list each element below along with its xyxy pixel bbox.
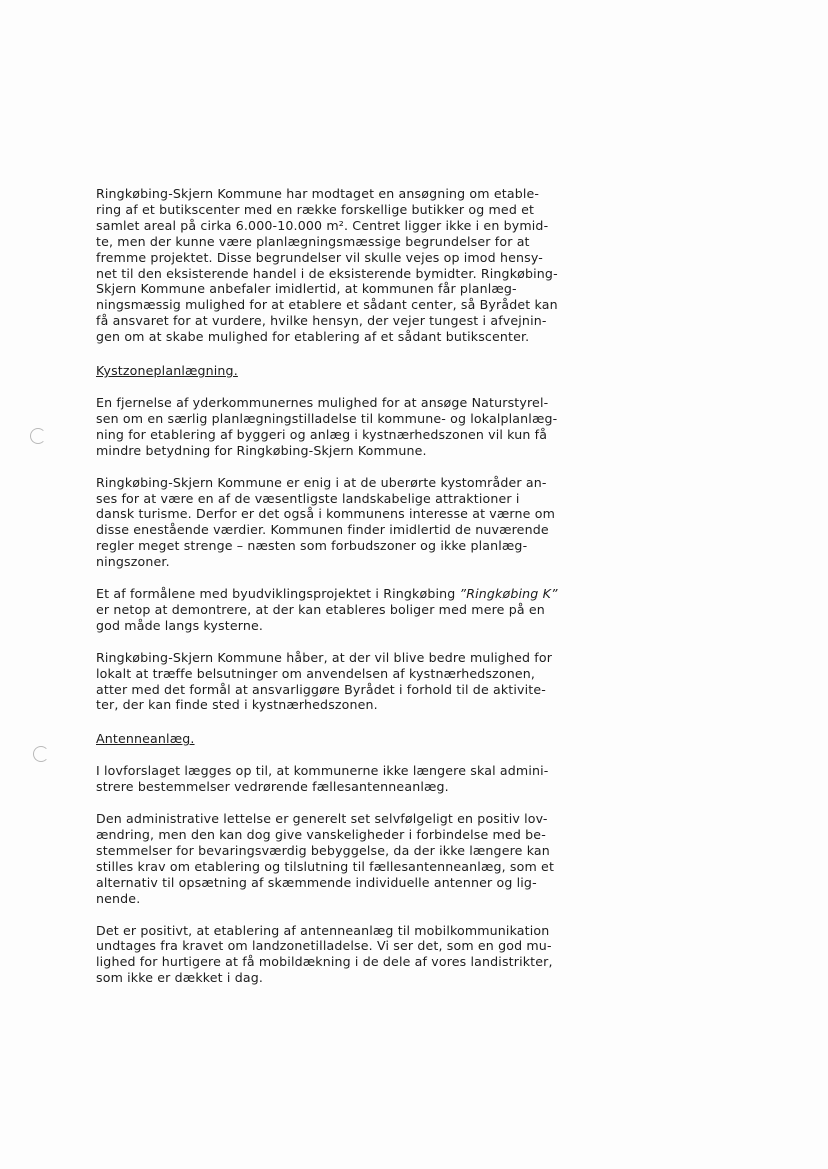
paragraph: Den administrative lettelse er generelt set selvfølgeligt en positiv lov- ændring, men den kan dog give vanskeligheder i forbindelse med be- stemmelser for bevaringsværdig bebyggelse, da der ikke længere kan stilles krav om etablering og tilslutning til fællesantenneanlæg, som et alternativ til opsætning af skæmmende individuelle antenner og lig- nende. — [96, 811, 555, 906]
paragraph: Det er positivt, at etablering af antenneanlæg til mobilkommunikation undtages fra kravet om landzonetilladelse. Vi ser det, som en god mu- lighed for hurtigere at få mobildækning i de dele af vores landistrikter, som ikke er dækket i dag. — [96, 922, 553, 986]
punch-hole-mark — [30, 428, 46, 444]
paragraph — [96, 586, 582, 634]
paragraph: Ringkøbing-Skjern Kommune er enig i at de uberørte kystområder an- ses for at være en af de væsentligste landskabelige attraktioner i dansk turisme. Derfor er det også i kommunens interesse at værne om disse enestående værdier. Kommunen finder imidlertid de nuværende regler meget strenge – næsten som forbudszoner og ikke planlæg- ningszoner. — [96, 474, 555, 570]
paragraph: I lovforslaget lægges op til, at kommunerne ikke længere skal admini- strere bestemmelser vedrørende fællesantenneanlæg. — [96, 763, 549, 795]
section-heading-antenneanlaeg: Antenneanlæg. — [96, 731, 195, 747]
punch-hole-mark — [33, 746, 49, 762]
paragraph-text: er netop at demontrere, at der kan etableres boliger med mere på en god måde langs kysterne. — [96, 601, 545, 633]
paragraph: Ringkøbing-Skjern Kommune håber, at der vil blive bedre mulighed for lokalt at træffe belsutninger om anvendelsen af kystnærhedszonen, atter med det formål at ansvarliggøre Byrådet i forhold til de aktivite- ter, der kan finde sted i kystnærhedszonen. — [96, 649, 553, 713]
section-heading-kystzoneplanlaegning: Kystzoneplanlægning. — [96, 363, 238, 379]
document-body — [96, 186, 582, 986]
paragraph: Ringkøbing-Skjern Kommune har modtaget en ansøgning om etable- ring af et butikscenter med en række forskellige butikker og med et samlet areal på cirka 6.000-10.000 m². Centret ligger ikke i en bymid- te, men der kunne være planlægningsmæssige begrundelser for at fremme projektet. Disse begrundelser vil skulle vejes op imod hensy- net til den eksisterende handel i de eksisterende bymidter. Ringkøbing- Skjern Kommune anbefaler imidlertid, at kommunen får planlæg- ningsmæssig mulighed for at etablere et sådant center, så Byrådet kan få ansvaret for at vurdere, hvilke hensyn, der vejer tungest i afvejnin- gen om at skabe mulighed for etablering af et sådant butikscenter. — [96, 186, 558, 345]
paragraph-text: Et af formålene med byudviklingsprojektet i Ringkøbing — [96, 586, 460, 602]
paragraph: En fjernelse af yderkommunernes mulighed for at ansøge Naturstyrel- sen om en særlig planlægningstilladelse til kommune- og lokalplanlæg- ning for etablering af byggeri og anlæg i kystnærhedszonen vil kun få mindre betydning for Ringkøbing-Skjern Kommune. — [96, 394, 558, 458]
project-name: ”Ringkøbing K” — [459, 586, 558, 602]
